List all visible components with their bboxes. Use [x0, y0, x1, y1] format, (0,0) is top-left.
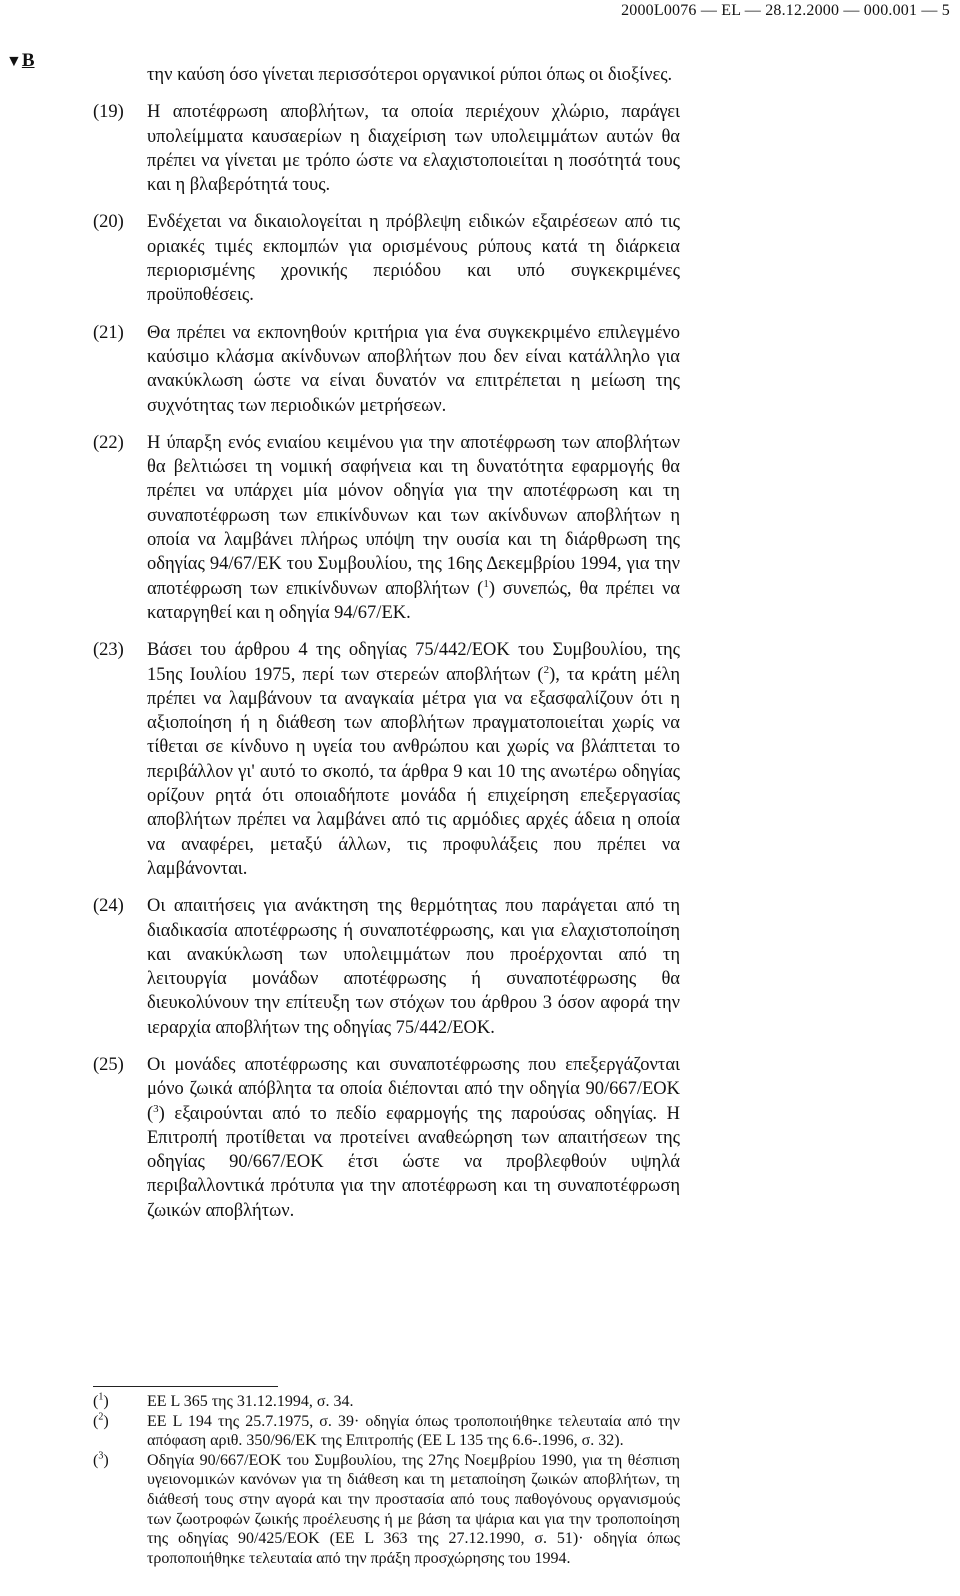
marker-label: B — [21, 50, 35, 71]
recital-text: Ενδέχεται να δικαιολογείται η πρόβλεψη ειδικών εξαιρέσεων από τις οριακές τιμές εκπομπών για ορισμένους ρύπους κατά τη διάρκεια περιορισμένης χρονικής περιόδου και υπό συγκεκριμένες προϋποθέσεις. — [147, 212, 680, 306]
recital-number: (21) — [93, 322, 124, 343]
triangle-down-icon: ▼ — [6, 53, 22, 70]
recital-number: (20) — [93, 212, 124, 233]
page-header: 2000L0076 — EL — 28.12.2000 — 000.001 — 5 — [621, 2, 950, 19]
recital-23 — [93, 638, 680, 881]
recital-24 — [93, 894, 680, 1040]
footnote-2 — [93, 1412, 680, 1451]
recital-25 — [93, 1053, 680, 1223]
recital-text-part: ) εξαιρούνται από το πεδίο εφαρμογής της παρούσας οδηγίας. Η Επιτροπή προτίθεται να προτείνει αναθεώρηση των απαιτήσεων της οδηγίας 90/667/ΕΟΚ έτσι ώστε να προβλεφθούν υψηλά περιβαλλοντικά πρότυπα για την αποτέφρωση και τη συναποτέφρωση ζωικών αποβλήτων. — [147, 1103, 680, 1221]
recital-text-part: ) συνεπώς, θα πρέπει να καταργηθεί και η οδηγία 94/67/ΕΚ. — [147, 578, 681, 623]
recital-text-part: Βάσει του άρθρου 4 της οδηγίας 75/442/ΕΟΚ του Συμβουλίου, της 15ης Ιουλίου 1975, περί των στερεών αποβλήτων ( — [147, 640, 680, 685]
footnote-number: ($^1$) — [93, 1391, 109, 1410]
recital-text: Η αποτέφρωση αποβλήτων, τα οποία περιέχουν χλώριο, παράγει υπολείμματα καυσαερίων η διαχείριση των υπολειμμάτων αυτών θα πρέπει να γίνεται με τρόπο ώστε να ελαχιστοποιείται η ποσότητά τους και η βλαβερότητά τους. — [147, 102, 680, 196]
recital-number: (19) — [93, 102, 124, 123]
intro-continuation: την καύση όσο γίνεται περισσότεροι οργανικοί ρύποι όπως οι διοξίνες. — [147, 65, 673, 85]
recital-22 — [93, 431, 680, 625]
footnote-3 — [93, 1451, 680, 1569]
recital-text: Οι απαιτήσεις για ανάκτηση της θερμότητας που παράγεται από τη διαδικασία αποτέφρωσης ή συναποτέφρωσης, και για ελαχιστοποίηση και ανακύκλωση των υπολειμμάτων που προέρχονται από τη λειτουργία μονάδων αποτέφρωσης ή συναποτέφρωσης θα διευκολύνουν την επίτευξη των στόχων του άρθρου 3 όσον αφορά την ιεραρχία αποβλήτων της οδηγίας 75/442/ΕΟΚ. — [147, 896, 680, 1038]
recital-20 — [93, 210, 680, 307]
footnote-text: ΕΕ L 194 της 25.7.1975, σ. 39· οδηγία όπως τροποποιήθηκε τελευταία από την απόφαση αριθ. 350/96/ΕΚ της Επιτροπής (ΕΕ L 135 της 6.6-.1996, σ. 32). — [147, 1412, 680, 1450]
footnote-separator — [93, 1386, 278, 1387]
footnote-reference[interactable]: 3 — [153, 1102, 159, 1115]
footnote-text: ΕΕ L 365 της 31.12.1994, σ. 34. — [147, 1393, 354, 1410]
recital-text — [147, 431, 680, 625]
recital-text — [147, 1053, 680, 1223]
recital-number: (23) — [93, 640, 124, 661]
recital-number: (22) — [93, 432, 124, 453]
recital-number: (25) — [93, 1054, 124, 1075]
footnote-number: ($^3$) — [93, 1450, 109, 1469]
amendment-marker — [6, 50, 35, 72]
recital-text: Θα πρέπει να εκπονηθούν κριτήρια για ένα συγκεκριμένο επιλεγμένο καύσιμο κλάσμα ακίνδυνων αποβλήτων που δεν είναι κατάλληλο για ανακύκλωση ώστε να είναι δυνατόν να επιτρέπεται η μείωση της συχνότητας των περιοδικών μετρήσεων. — [147, 322, 680, 416]
recital-text-part: Οι μονάδες αποτέφρωσης και συναποτέφρωσης που επεξεργάζονται μόνο ζωικά απόβλητα τα οποία διέπονται από την οδηγία 90/667/ΕΟΚ ( — [147, 1054, 680, 1124]
footnote-text: Οδηγία 90/667/ΕΟΚ του Συμβουλίου, της 27ης Νοεμβρίου 1990, για τη θέσπιση υγειονομικών κανόνων για τη διάθεση και τη μεταποίηση ζωικών αποβλήτων, τη διάθεσή τους στην αγορά και την προστασία από τους παθογόνους οργανισμούς των ζωοτροφών ζωικής προέλευσης ή με βάση τα ψάρια και για την τροποποίηση της οδηγίας 90/425/ΕΟΚ (ΕΕ L 363 της 27.12.1990, σ. 51)· οδηγία όπως τροποποιήθηκε τελευταία από την πράξη προσχώρησης του 1994. — [147, 1451, 680, 1567]
footnote-1 — [93, 1392, 680, 1412]
recital-text-part: ), τα κράτη μέλη πρέπει να λαμβάνουν τα αναγκαία μέτρα για να εξασφαλίζουν ότι η αξιοποίηση ή η διάθεση των αποβλήτων πραγματοποιείται χωρίς να τίθεται σε κίνδυνο η υγεία του ανθρώπου και χωρίς να βλάπτεται το περιβάλλον γι' αυτό το σκοπό, τα άρθρα 9 και 10 της ανωτέρω οδηγίας ορίζουν ρητά ότι οποιαδήποτε μονάδα ή επιχείρηση επεξεργασίας αποβλήτων πρέπει να λαμβάνει από τις αρμόδιες αρχές άδεια η οποία να αναφέρει, μεταξύ άλλων, τις προφυλάξεις που πρέπει να λαμβάνονται. — [147, 664, 681, 879]
footnote-number: ($^2$) — [93, 1411, 109, 1430]
recital-21 — [93, 321, 680, 418]
footnote-reference[interactable]: 2 — [543, 663, 550, 676]
recital-text — [147, 638, 680, 881]
recital-text-part: Η ύπαρξη ενός ενιαίου κειμένου για την αποτέφρωση των αποβλήτων θα βελτιώσει τη νομική σαφήνεια και τη δυνατότητα εφαρμογής θα πρέπει να υπάρχει μία μόνον οδηγία για την αποτέφρωση και τη συναποτέφρωση των επικίνδυνων και των ακίνδυνων αποβλήτων η οποία να λαμβάνει πλήρως υπόψη την ουσία και τη διάρθρωση της οδηγίας 94/67/ΕΚ του Συμβουλίου, της 16ης Δεκεμβρίου 1994, για την αποτέφρωση των επικίνδυνων αποβλήτων ( — [147, 432, 680, 599]
footnotes — [93, 1392, 680, 1568]
document-body — [93, 63, 680, 1236]
recital-19 — [93, 100, 680, 197]
recital-number: (24) — [93, 896, 124, 917]
footnote-reference[interactable]: 1 — [483, 577, 489, 590]
